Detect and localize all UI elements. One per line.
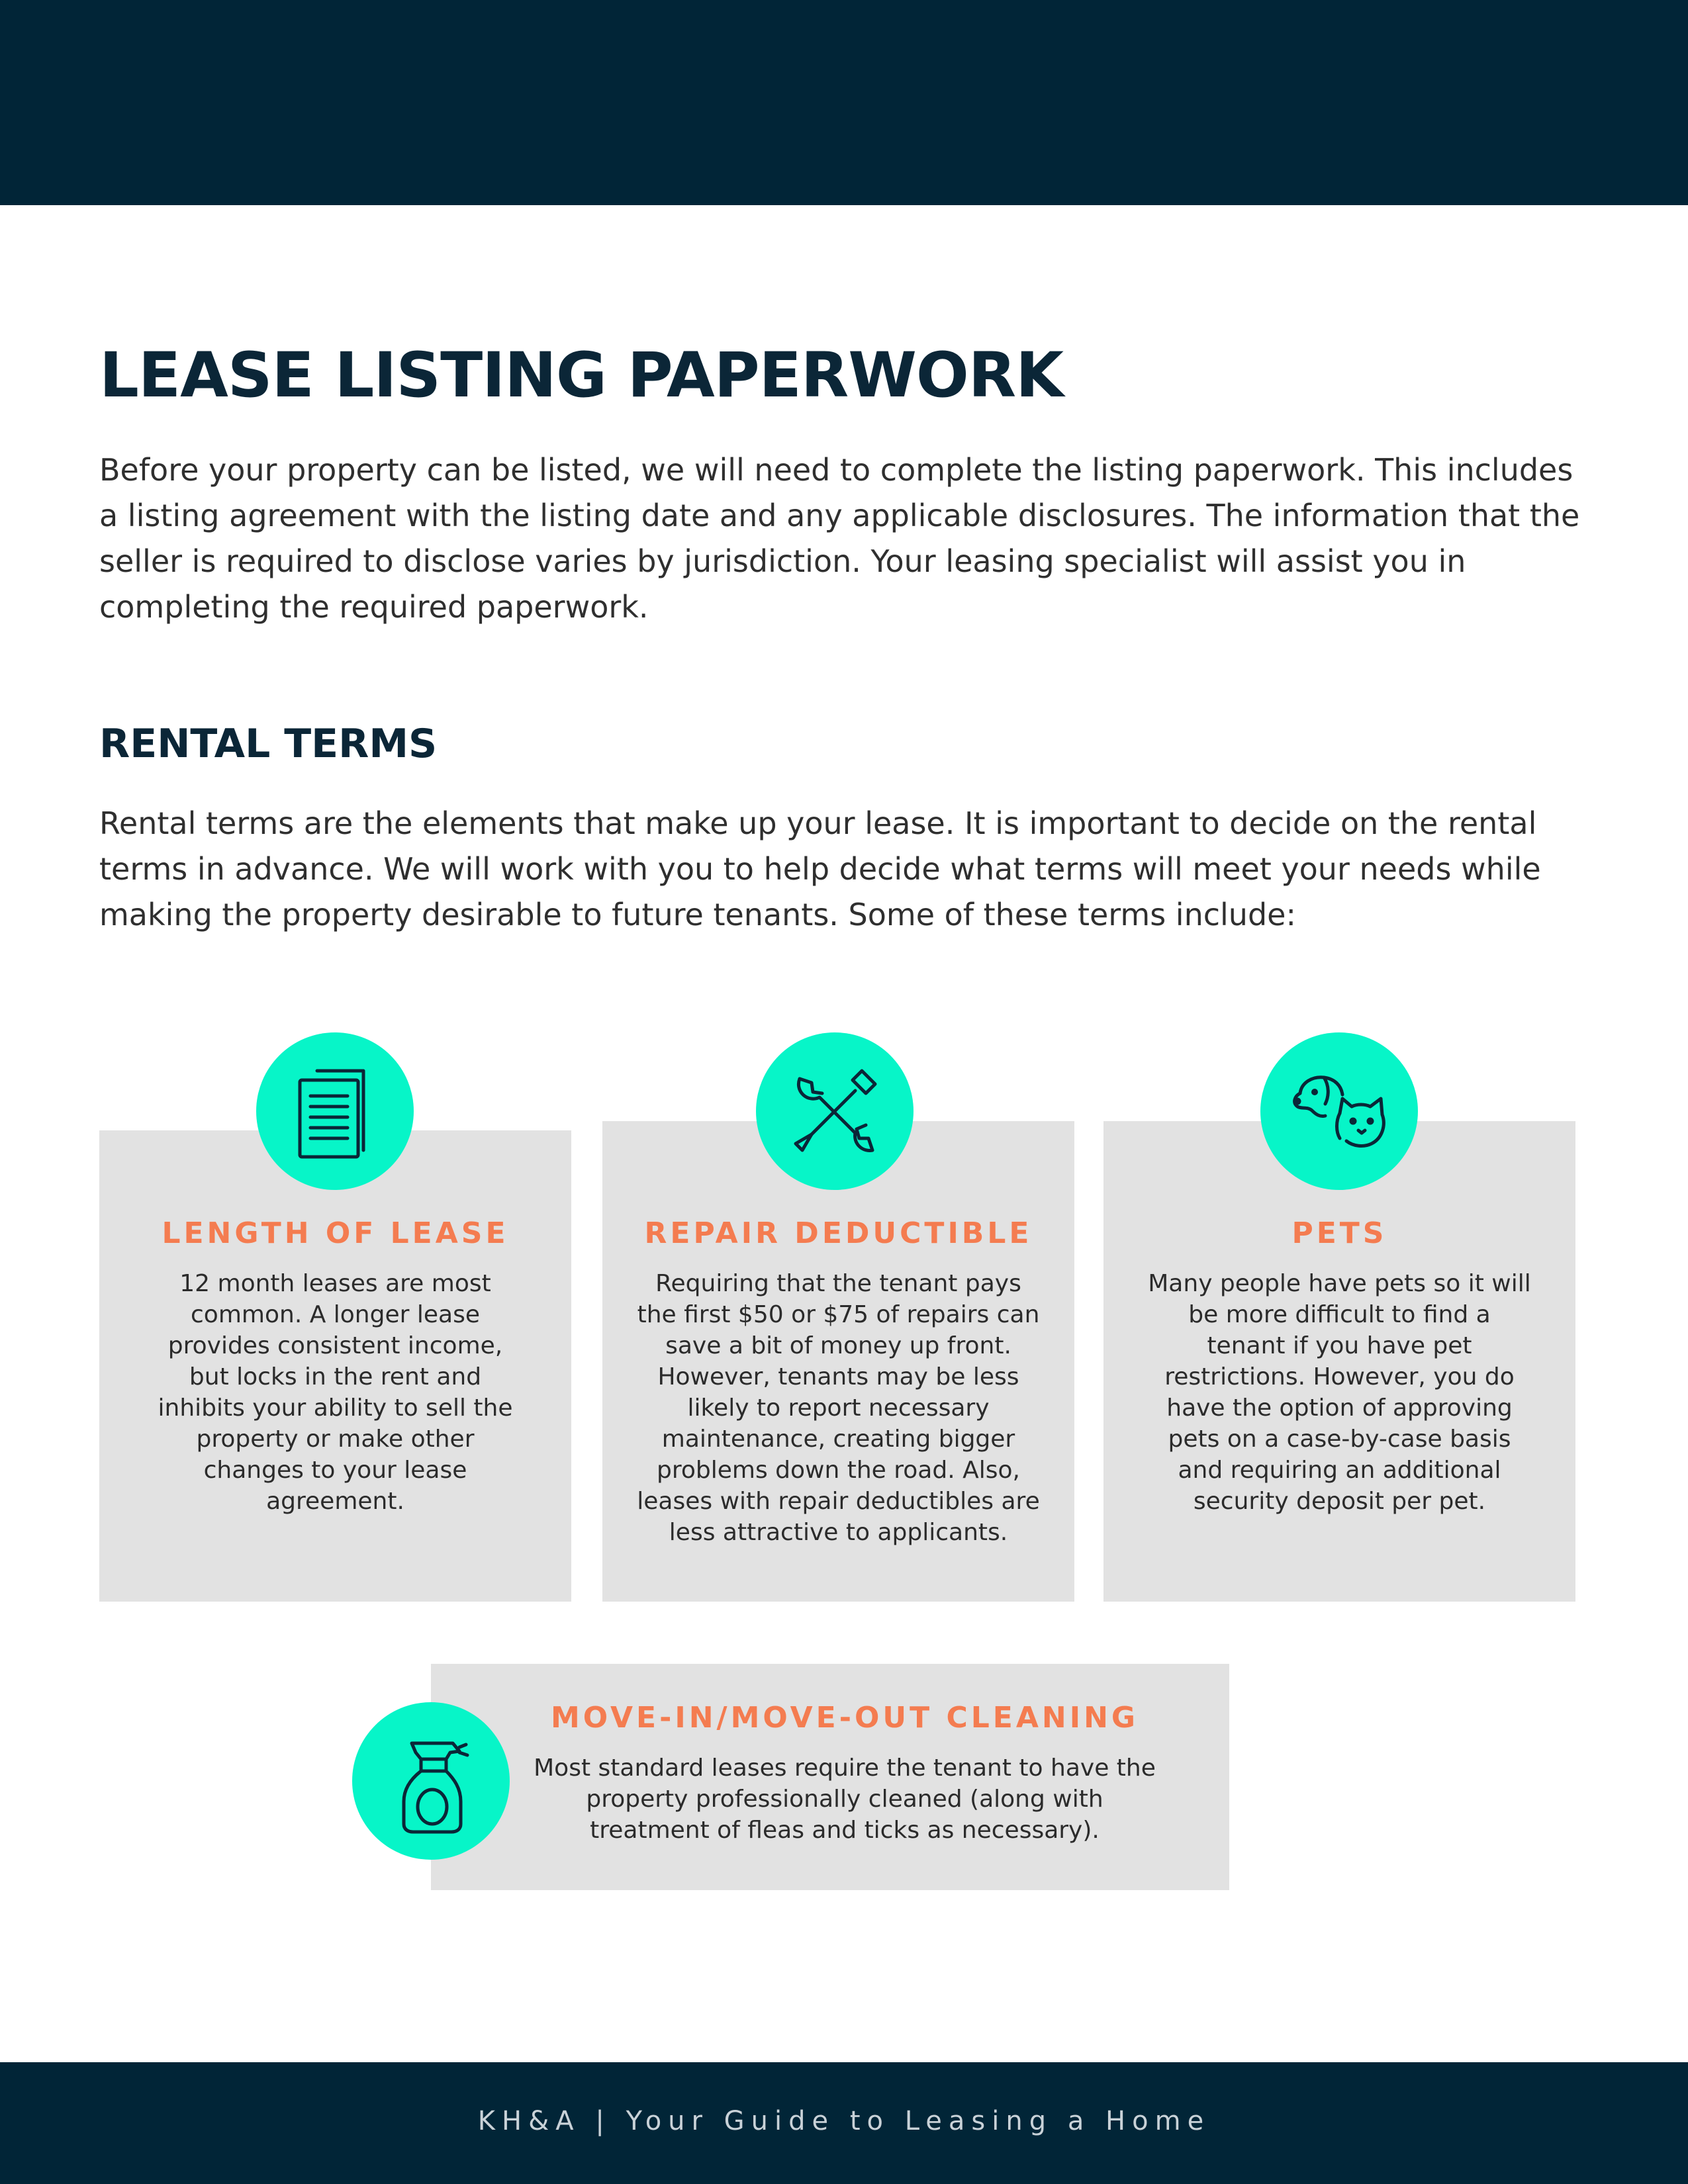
intro-paragraph: Before your property can be listed, we will need to complete the listing paperwork. This includes a listing agreement with the listing date and any applicable disclosures. The information that the seller is required to disclose varies by jurisdiction. Your leasing specialist will assist you in completing the required paperwork.	[99, 452, 1580, 625]
footer-text: KH&A | Your Guide to Leasing a Home	[477, 2106, 1211, 2136]
documents-icon	[256, 1032, 414, 1190]
card-title: REPAIR DEDUCTIBLE	[644, 1216, 1033, 1250]
section-title-rental-terms: RENTAL TERMS	[99, 721, 438, 767]
spray-bottle-icon	[352, 1702, 510, 1860]
card-title: MOVE-IN/MOVE-OUT CLEANING	[550, 1701, 1139, 1735]
card-text: Requiring that the tenant pays the first $50 or $75 of repairs can save a bit of money up front. However, tenants may be less likely to report necessary maintenance, creating bigger problems down the road. Also, leases with repair deductibles are less attractive to applicants.	[637, 1270, 1040, 1546]
card-move-in-move-out-cleaning	[431, 1664, 1229, 1890]
card-text: 12 month leases are most common. A longer lease provides consistent income, but locks in the rent and inhibits your ability to sell the property or make other changes to your lease agreement.	[158, 1270, 513, 1515]
card-pets	[1103, 1121, 1575, 1602]
card-title: PETS	[1291, 1216, 1387, 1250]
header-band	[0, 0, 1688, 205]
tools-icon	[756, 1032, 914, 1190]
card-length-of-lease	[99, 1130, 571, 1602]
card-text: Most standard leases require the tenant to have the property professionally cleaned (along with treatment of fleas and ticks as necessary).	[534, 1754, 1156, 1844]
rental-terms-intro: Rental terms are the elements that make up your lease. It is important to decide on the rental terms in advance. We will work with you to help decide what terms will meet your needs while making the property desirable to future tenants. Some of these terms include:	[99, 805, 1541, 933]
page-title: LEASE LISTING PAPERWORK	[99, 340, 1064, 412]
card-repair-deductible	[602, 1121, 1074, 1602]
card-text: Many people have pets so it will be more difficult to find a tenant if you have pet restrictions. However, you do have the option of approving pets on a case-by-case basis and requiring an additional security deposit per pet.	[1148, 1270, 1531, 1515]
pets-icon	[1260, 1032, 1418, 1190]
card-title: LENGTH OF LEASE	[162, 1216, 509, 1250]
